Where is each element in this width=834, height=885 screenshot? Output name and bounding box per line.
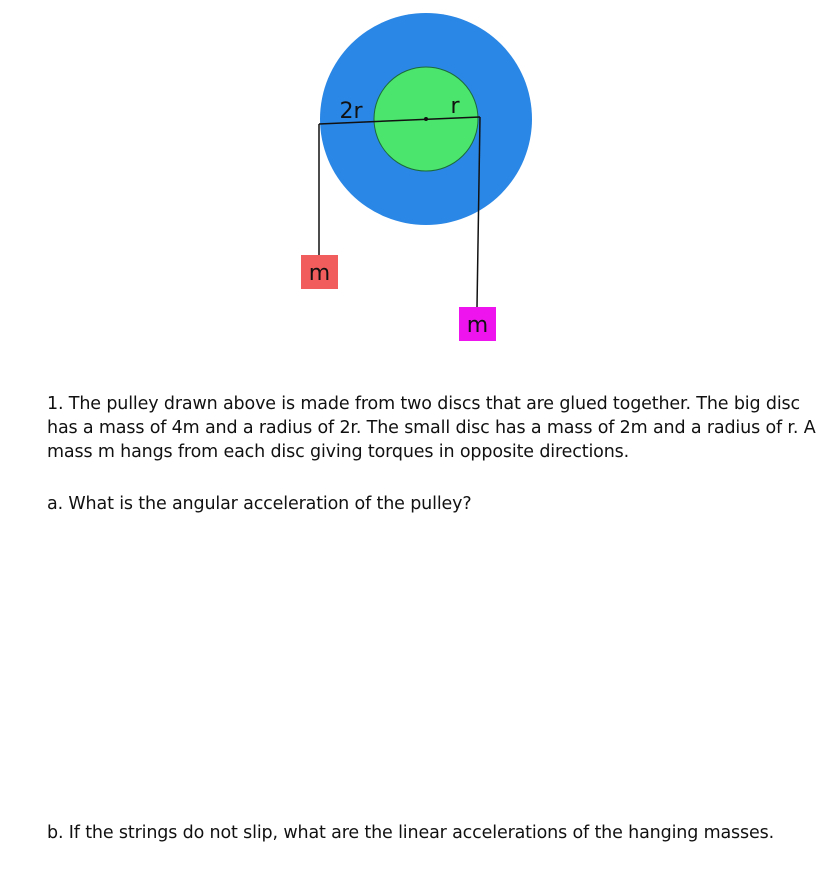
right-mass-label: m (466, 313, 489, 338)
question-part-a: a. What is the angular acceleration of the pulley? (47, 494, 472, 514)
center-point (424, 117, 428, 121)
problem-statement: 1. The pulley drawn above is made from two discs that are glued together. The big disc has a mass of 4m and a radius of 2r. The small disc has a mass of 2m and a radius of r. A mass m hangs from each disc giving torques in opposite directions. (47, 394, 816, 462)
question-part-b: b. If the strings do not slip, what are the linear accelerations of the hanging masses. (47, 823, 774, 843)
big-radius-label: 2r (339, 99, 363, 124)
pulley-diagram (0, 0, 834, 380)
left-mass-label: m (308, 261, 331, 286)
small-radius-label: r (450, 94, 460, 119)
